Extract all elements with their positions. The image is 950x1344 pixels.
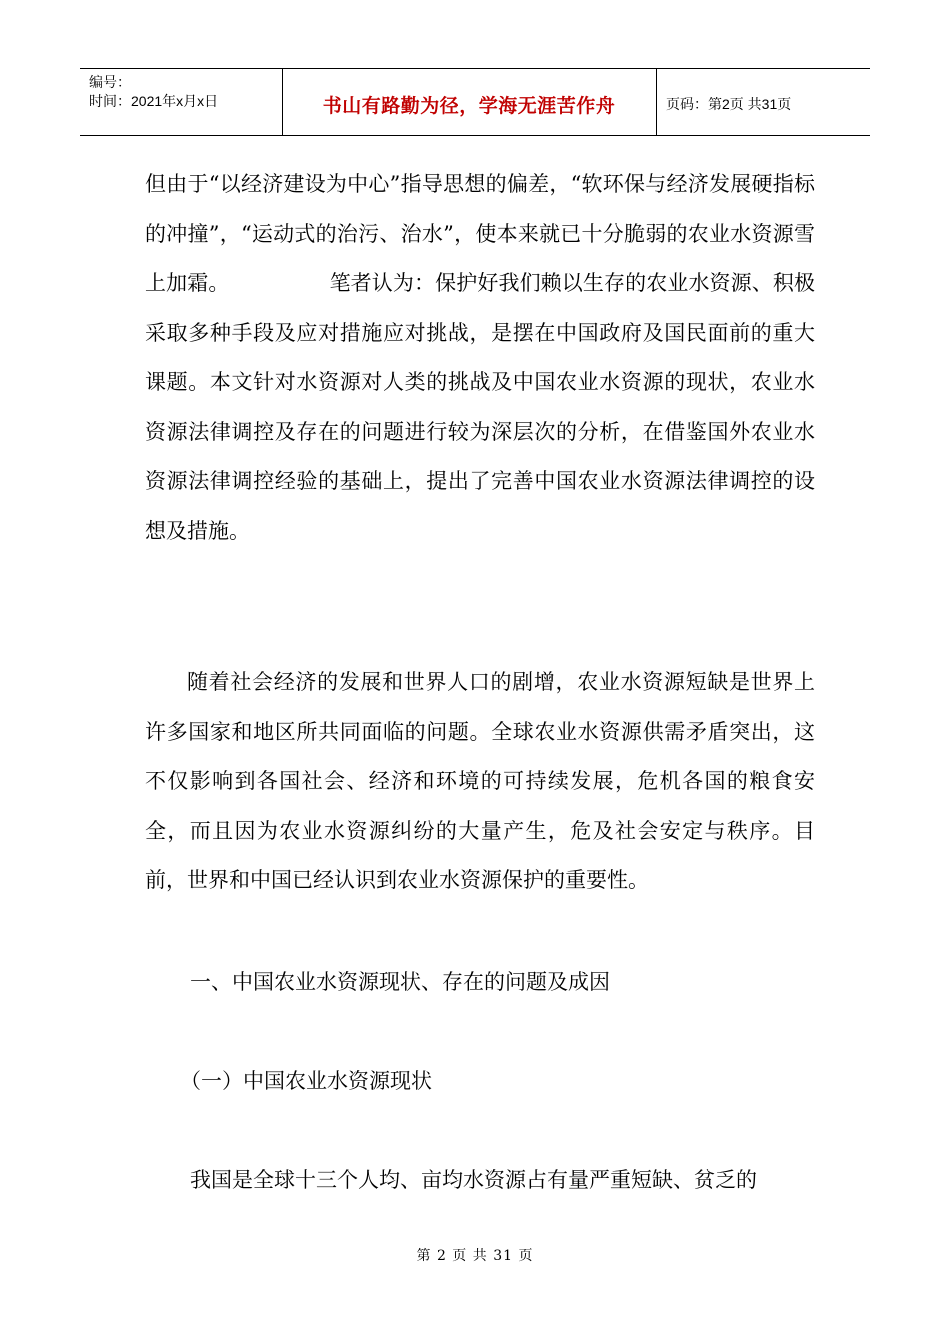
document-date-label: 时间：2021年x月x日: [89, 93, 219, 109]
document-number-label: 编号：: [89, 74, 131, 90]
header-page-cell: [656, 69, 870, 135]
paragraph-1-part-a: 但由于“以经济建设为中心”指导思想的偏差，“软环保与经济发展硬指标的冲撞”，“运动式的治污、治水”，使本来就已十分脆弱的农业水资源雪上加霜。: [145, 172, 815, 295]
subsection-heading-1: （一）中国农业水资源现状: [180, 1069, 432, 1093]
header-motto-cell: [282, 69, 657, 135]
body-paragraph-1: [145, 160, 815, 556]
page-header: [80, 68, 870, 136]
section-heading-1: 一、中国农业水资源现状、存在的问题及成因: [190, 970, 610, 994]
body-paragraph-3: 我国是全球十三个人均、亩均水资源占有量严重短缺、贫乏的: [190, 1168, 757, 1192]
header-page-info: 页码：第2页 共31页: [666, 96, 792, 112]
page-footer: 第 2 页 共 31 页: [416, 1248, 534, 1264]
header-motto: 书山有路勤为径，学海无涯苦作舟: [322, 94, 616, 117]
header-meta: [80, 69, 283, 135]
body-paragraph-2: 随着社会经济的发展和世界人口的剧增，农业水资源短缺是世界上许多国家和地区所共同面临的问题。全球农业水资源供需矛盾突出，这不仅影响到各国社会、经济和环境的可持续发展，危机各国的粮食安全，而且因为农业水资源纠纷的大量产生，危及社会安定与秩序。目前，世界和中国已经认识到农业水资源保护的重要性。: [145, 670, 815, 892]
paragraph-1-part-b: 笔者认为：保护好我们赖以生存的农业水资源、积极采取多种手段及应对措施应对挑战，是摆在中国政府及国民面前的重大课题。本文针对水资源对人类的挑战及中国农业水资源的现状，农业水资源法律调控及存在的问题进行较为深层次的分析，在借鉴国外农业水资源法律调控经验的基础上，提出了完善中国农业水资源法律调控的设想及措施。: [145, 271, 816, 543]
